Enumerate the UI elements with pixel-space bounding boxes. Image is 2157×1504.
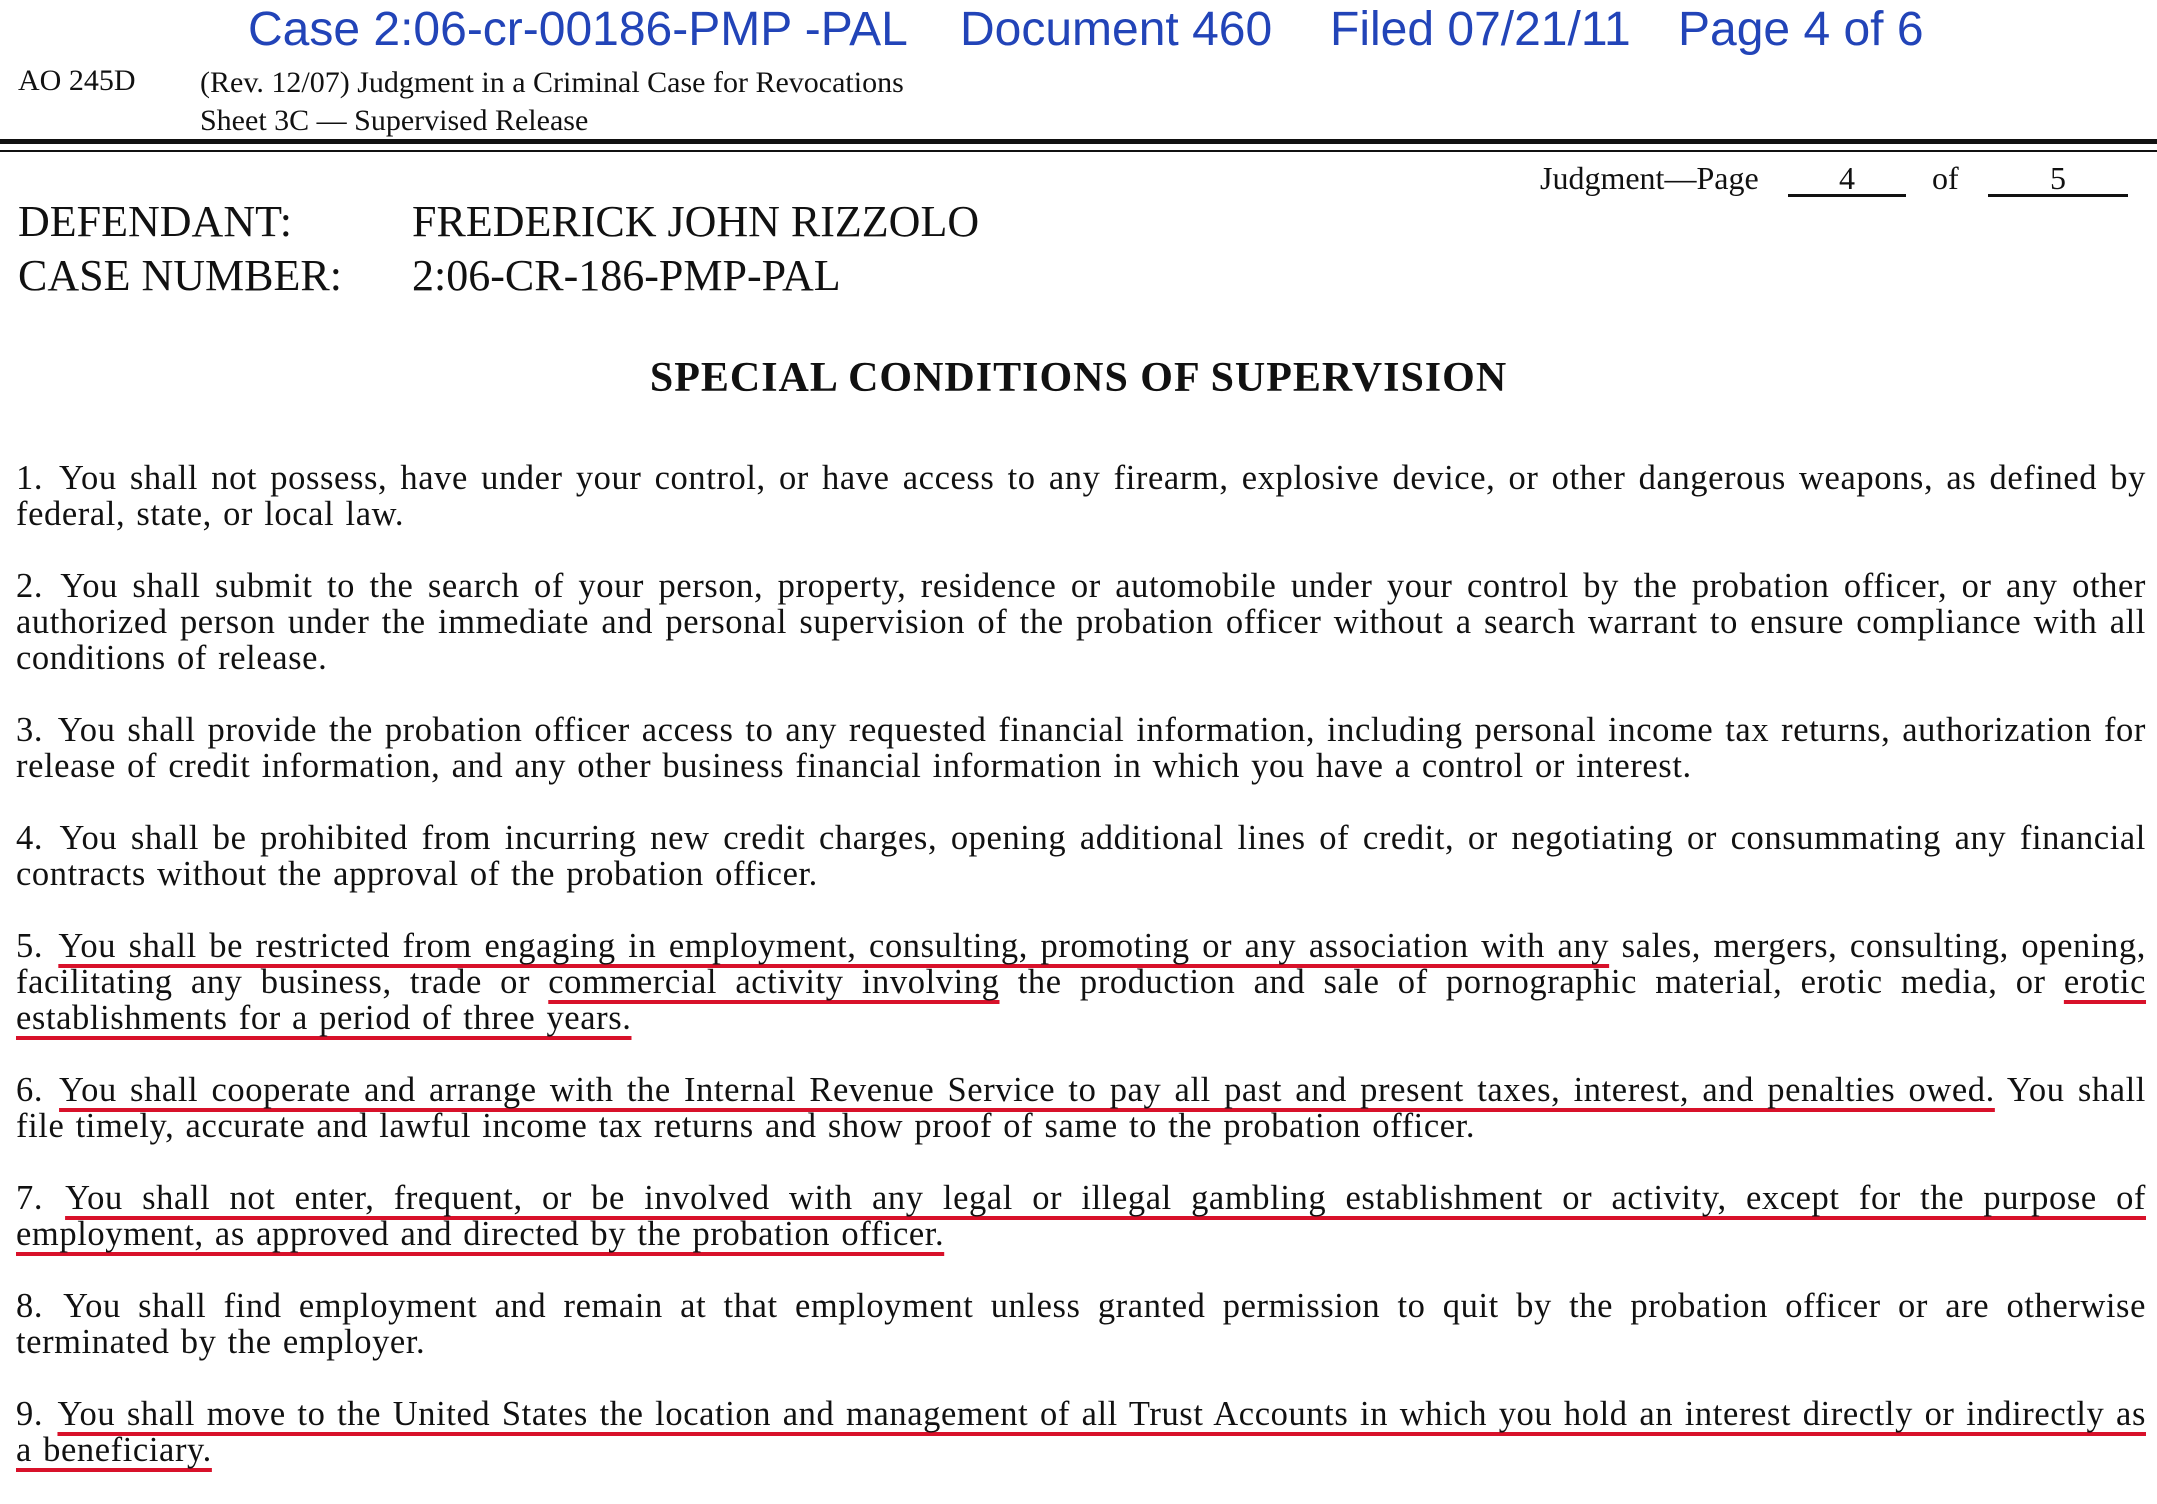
form-revision-title: (Rev. 12/07) Judgment in a Criminal Case for Revocations [200, 66, 904, 99]
condition-text-underlined: commercial activity involving [548, 963, 1000, 1001]
condition-text-underlined: You shall cooperate and arrange with the Internal Revenue Service to pay all past and present taxes, interest, and penalties owed. [59, 1071, 1995, 1109]
defendant-label: DEFENDANT: [18, 197, 293, 246]
defendant-name: FREDERICK JOHN RIZZOLO [412, 197, 980, 246]
condition-item [16, 460, 2146, 532]
banner-filed-date: Filed 07/21/11 [1330, 3, 1631, 56]
conditions-list [16, 460, 2146, 1504]
condition-text-underlined: You shall not enter, frequent, or be involved with any legal or illegal gambling establishment or activity, except for the purpose of employment, as approved and directed by the probation officer. [16, 1179, 2147, 1253]
condition-text-underlined: You shall move to the United States the location and management of all Trust Accounts in which you hold an interest directly or indirectly as a beneficiary. [16, 1395, 2146, 1469]
court-filing-banner [0, 0, 2157, 60]
condition-number: 6. [16, 1071, 44, 1109]
condition-number: 3. [16, 711, 44, 749]
condition-number: 4. [16, 819, 44, 857]
condition-number: 8. [16, 1287, 44, 1325]
judgment-page-of-label: of [1932, 160, 1959, 196]
banner-document-number: Document 460 [960, 3, 1273, 56]
condition-text: You shall file timely, accurate and lawful income tax returns and show proof of same to the probation officer. [16, 1071, 2146, 1145]
condition-item [16, 568, 2146, 676]
condition-item [16, 712, 2146, 784]
form-sheet-name: Sheet 3C — Supervised Release [200, 104, 589, 137]
condition-text: the production and sale of pornographic material, erotic media, or [999, 963, 2064, 1001]
header-rule-thin [0, 150, 2157, 152]
condition-number: 9. [16, 1395, 44, 1433]
condition-text: You shall provide the probation officer access to any requested financial information, including personal income tax returns, authorization for release of credit information, and any other business financial information in which you have a control or interest. [16, 711, 2146, 785]
condition-item [16, 1180, 2146, 1252]
condition-item [16, 1072, 2146, 1144]
condition-item [16, 928, 2146, 1036]
condition-item [16, 820, 2146, 892]
condition-text-underlined: You shall be restricted from engaging in employment, consulting, promoting or any association with any [58, 927, 1610, 965]
condition-text-underlined: erotic establishments for a period of three years. [16, 963, 2147, 1037]
condition-text: You shall not possess, have under your control, or have access to any firearm, explosive device, or other dangerous weapons, as defined by federal, state, or local law. [16, 459, 2146, 533]
condition-item [16, 1288, 2146, 1360]
condition-number: 7. [16, 1179, 44, 1217]
condition-number: 5. [16, 927, 44, 965]
banner-page-count: Page 4 of 6 [1678, 3, 1924, 56]
form-revision [200, 64, 904, 140]
judgment-page-label: Judgment—Page [1540, 160, 1759, 196]
case-number-label: CASE NUMBER: [18, 251, 342, 300]
condition-text: You shall submit to the search of your person, property, residence or automobile under your control by the probation officer, or any other authorized person under the immediate and personal supervision of the probation officer without a search warrant to ensure compliance with all conditions of release. [16, 567, 2146, 677]
condition-number: 1. [16, 459, 44, 497]
judgment-page-total: 5 [1988, 160, 2128, 197]
condition-item [16, 1396, 2146, 1468]
header-rule-thick [0, 139, 2157, 144]
condition-text: sales, mergers, consulting, opening, facilitating any business, trade or [16, 927, 2146, 1001]
case-number-value: 2:06-CR-186-PMP-PAL [412, 251, 841, 300]
condition-number: 2. [16, 567, 44, 605]
condition-text: You shall find employment and remain at that employment unless granted permission to quit by the probation officer or are otherwise terminated by the employer. [16, 1287, 2146, 1361]
section-title: SPECIAL CONDITIONS OF SUPERVISION [649, 355, 1508, 401]
form-id: AO 245D [18, 64, 136, 97]
banner-case-number: Case 2:06-cr-00186-PMP -PAL [248, 3, 908, 56]
condition-text: You shall be prohibited from incurring new credit charges, opening additional lines of credit, or negotiating or consummating any financial contracts without the approval of the probation officer. [16, 819, 2146, 893]
judgment-page-current: 4 [1788, 160, 1906, 197]
